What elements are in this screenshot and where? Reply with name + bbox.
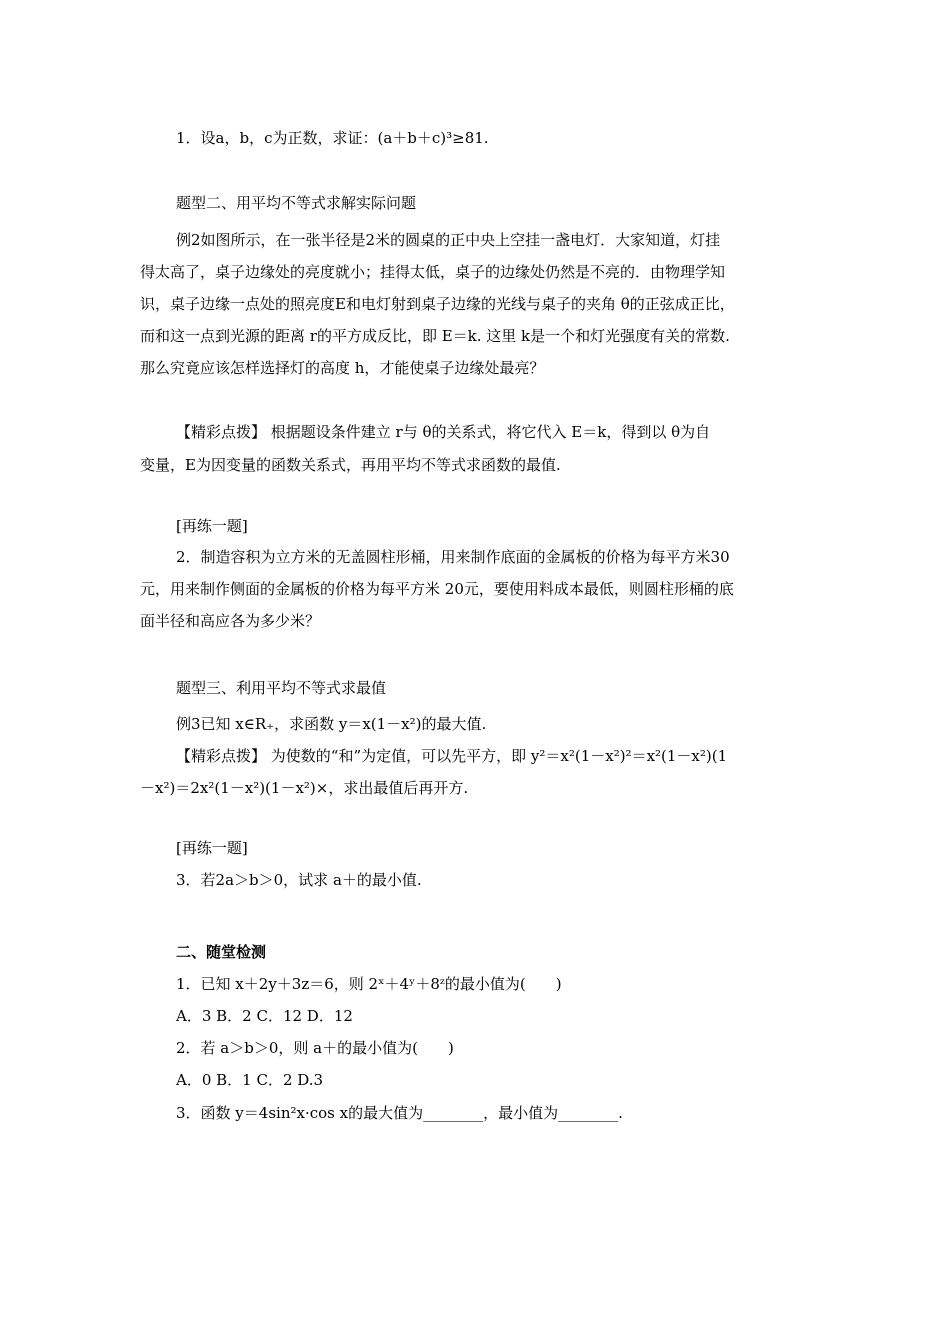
question-3: 3．若2a＞b＞0，试求 a＋的最小值. [176, 871, 422, 889]
example-2-line-2: 得太高了，桌子边缘处的亮度就小；挂得太低，桌子的边缘处仍然是不亮的．由物理学知 [140, 263, 726, 281]
tip-3-line-2: －x²)＝2x²(1－x²)(1－x²)×，求出最值后再开方. [140, 779, 469, 797]
question-2-line-2: 元，用来制作侧面的金属板的价格为每平方米 20元，要使用料成本最低，则圆柱形桶的底 [140, 580, 734, 598]
example-2-line-3: 识，桌子边缘一点处的照亮度E和电灯射到桌子边缘的光线与桌子的夹角 θ的正弦成正比， [140, 295, 735, 313]
question-2-line-1: 2．制造容积为立方米的无盖圆柱形桶，用来制作底面的金属板的价格为每平方米30 [176, 548, 730, 566]
question-1: 1．设a，b，c为正数，求证：(a＋b＋c)³≥81. [176, 129, 489, 147]
question-2-line-3: 面半径和高应各为多少米？ [140, 612, 321, 630]
example-2-line-1: 例2如图所示，在一张半径是2米的圆桌的正中央上空挂一盏电灯．大家知道，灯挂 [176, 231, 721, 249]
test-question-2: 2．若 a＞b＞0，则 a＋的最小值为( ) [176, 1039, 454, 1057]
tip-2-line-2: 变量，E为因变量的函数关系式，再用平均不等式求函数的最值. [140, 456, 561, 474]
section-heading-type-3: 题型三、利用平均不等式求最值 [176, 679, 387, 697]
example-3: 例3已知 x∈R₊，求函数 y＝x(1－x²)的最大值. [176, 715, 487, 733]
practice-heading-2: [再练一题] [176, 839, 248, 857]
example-2-line-5: 那么究竟应该怎样选择灯的高度 h，才能使桌子边缘处最亮？ [140, 359, 545, 377]
test-question-1-options: A．3 B．2 C．12 D．12 [176, 1007, 353, 1025]
tip-3-line-1: 【精彩点拨】 为使数的“和”为定值，可以先平方，即 y²＝x²(1－x²)²＝x²(1－x²)(1 [176, 747, 728, 765]
section-heading-in-class-test: 二、随堂检测 [176, 943, 267, 961]
test-question-3: 3．函数 y＝4sin²x·cos x的最大值为________，最小值为________. [176, 1104, 623, 1122]
example-2-line-4: 而和这一点到光源的距离 r的平方成反比，即 E＝k. 这里 k是一个和灯光强度有关的常数. [140, 327, 730, 345]
tip-2-line-1: 【精彩点拨】 根据题设条件建立 r与 θ的关系式，将它代入 E＝k，得到以 θ为自 [176, 423, 711, 441]
practice-heading-1: [再练一题] [176, 517, 248, 535]
section-heading-type-2: 题型二、用平均不等式求解实际问题 [176, 194, 417, 212]
test-question-2-options: A．0 B．1 C．2 D.3 [176, 1071, 324, 1089]
test-question-1: 1．已知 x＋2y＋3z＝6，则 2ˣ＋4ʸ＋8ᶻ的最小值为( ) [176, 975, 562, 993]
